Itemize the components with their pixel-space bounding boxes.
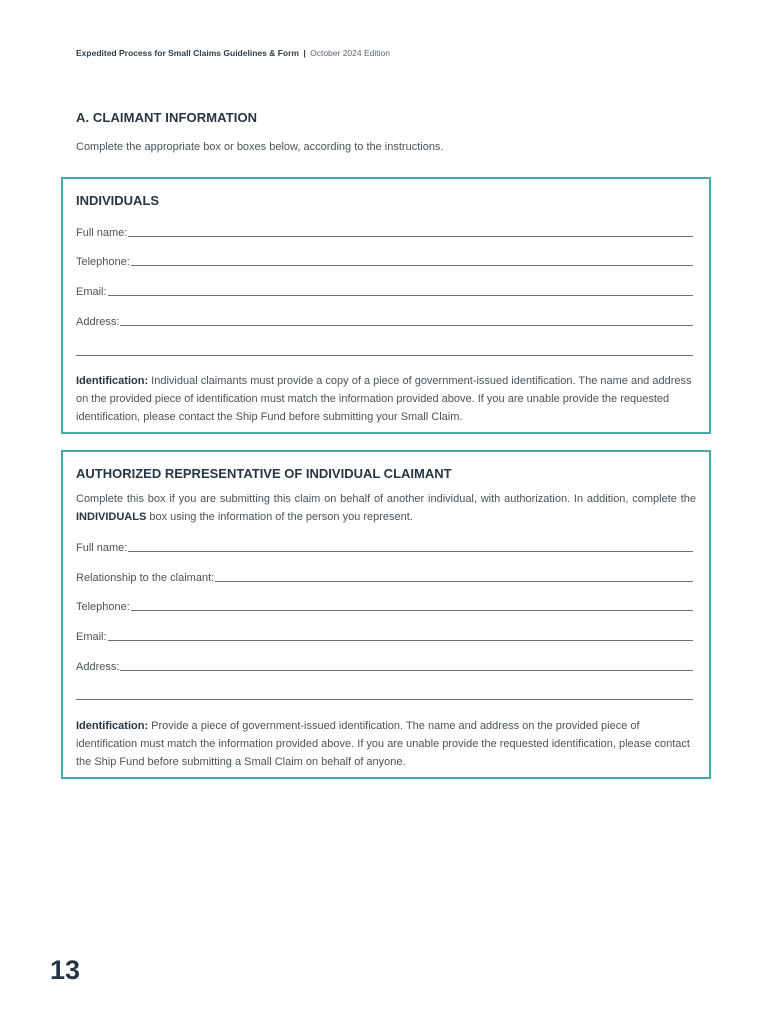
representative-intro-bold: INDIVIDUALS xyxy=(76,511,147,523)
edition-label: October 2024 Edition xyxy=(310,48,390,58)
running-header xyxy=(76,48,390,58)
header-separator: | xyxy=(303,48,306,58)
address-continuation-blank-line[interactable] xyxy=(76,355,693,356)
telephone-blank-line[interactable] xyxy=(131,610,693,611)
individuals-title: INDIVIDUALS xyxy=(76,193,160,208)
representative-intro-text-start: Complete this box if you are submitting this claim on behalf of another individual, with authorization. In addition, complete the xyxy=(76,493,696,505)
relationship-blank-line[interactable] xyxy=(215,581,693,582)
email-blank-line[interactable] xyxy=(108,295,693,296)
telephone-label: Telephone: xyxy=(76,601,130,613)
document-title: Expedited Process for Small Claims Guidelines & Form xyxy=(76,48,299,58)
section-intro: Complete the appropriate box or boxes below, according to the instructions. xyxy=(76,141,444,153)
individual-full-name-field[interactable] xyxy=(76,225,693,239)
section-title: A. CLAIMANT INFORMATION xyxy=(76,110,258,125)
address-label: Address: xyxy=(76,316,120,328)
identification-label: Identification: xyxy=(76,720,149,732)
identification-text: Individual claimants must provide a copy of a piece of government-issued identification. The name and address on the provided piece of identification must match the information provided above. If you are unable provide the requested identification, please contact the Ship Fund before submitting your Small Claim. xyxy=(76,375,692,423)
address-continuation-blank-line[interactable] xyxy=(76,699,693,700)
representative-identification-note xyxy=(76,717,696,771)
full-name-label: Full name: xyxy=(76,227,128,239)
representative-title: AUTHORIZED REPRESENTATIVE OF INDIVIDUAL CLAIMANT xyxy=(76,466,452,481)
address-label: Address: xyxy=(76,661,120,673)
representative-email-field[interactable] xyxy=(76,629,693,643)
page-number: 13 xyxy=(50,955,81,985)
representative-telephone-field[interactable] xyxy=(76,599,693,613)
representative-full-name-field[interactable] xyxy=(76,540,693,554)
email-label: Email: xyxy=(76,631,107,643)
telephone-label: Telephone: xyxy=(76,256,130,268)
individual-telephone-field[interactable] xyxy=(76,254,693,268)
representative-intro-text-end: box using the information of the person you represent. xyxy=(146,511,413,523)
identification-text: Provide a piece of government-issued identification. The name and address on the provided piece of identification must match the information provided above. If you are unable provide the requested identification, please contact the Ship Fund before submitting a Small Claim on behalf of anyone. xyxy=(76,720,690,768)
address-blank-line[interactable] xyxy=(120,670,693,671)
individual-identification-note xyxy=(76,372,696,426)
email-label: Email: xyxy=(76,286,107,298)
representative-address-continuation-field[interactable] xyxy=(76,688,693,702)
relationship-label: Relationship to the claimant: xyxy=(76,572,215,584)
individual-email-field[interactable] xyxy=(76,284,693,298)
address-blank-line[interactable] xyxy=(120,325,693,326)
full-name-blank-line[interactable] xyxy=(128,236,693,237)
representative-intro xyxy=(76,490,696,526)
full-name-blank-line[interactable] xyxy=(128,551,693,552)
individual-address-continuation-field[interactable] xyxy=(76,344,693,358)
individuals-box xyxy=(61,177,711,434)
authorized-representative-box xyxy=(61,450,711,779)
individual-address-field[interactable] xyxy=(76,314,693,328)
telephone-blank-line[interactable] xyxy=(131,265,693,266)
identification-label: Identification: xyxy=(76,375,149,387)
email-blank-line[interactable] xyxy=(108,640,693,641)
representative-address-field[interactable] xyxy=(76,659,693,673)
representative-relationship-field[interactable] xyxy=(76,570,693,584)
full-name-label: Full name: xyxy=(76,542,128,554)
